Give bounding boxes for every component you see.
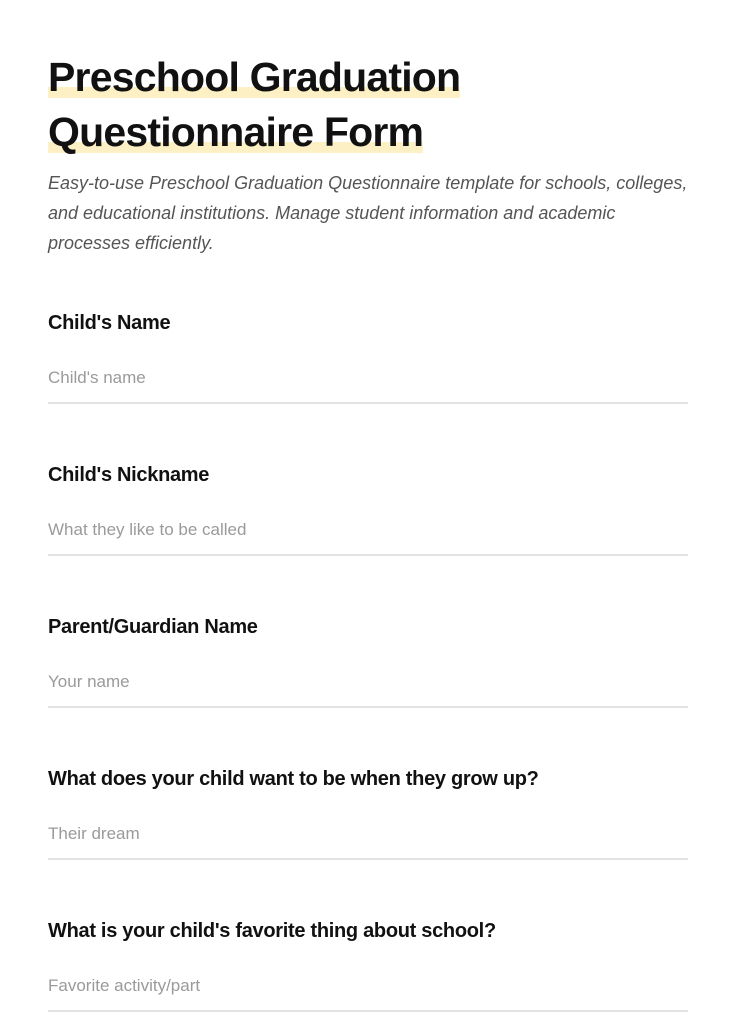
field-parent-name	[48, 612, 688, 708]
field-favorite-school	[48, 916, 688, 1012]
title-line-1: Preschool Graduation	[48, 54, 461, 100]
form-description: Easy-to-use Preschool Graduation Questionnaire template for schools, colleges, and educational institutions. Manage student information and academic processes efficiently.	[48, 173, 688, 253]
favorite-school-input[interactable]	[48, 976, 688, 1012]
child-name-input[interactable]	[48, 368, 688, 404]
parent-name-input[interactable]	[48, 672, 688, 708]
field-label: What does your child want to be when they grow up?	[48, 768, 539, 790]
field-dream	[48, 764, 688, 860]
page-title	[48, 50, 688, 160]
field-child-name	[48, 308, 688, 404]
field-label: Child's Nickname	[48, 464, 210, 486]
title-line-2: Questionnaire Form	[48, 109, 424, 155]
field-label: What is your child's favorite thing about school?	[48, 920, 496, 942]
dream-input[interactable]	[48, 824, 688, 860]
field-label: Child's Name	[48, 312, 171, 334]
field-label: Parent/Guardian Name	[48, 616, 258, 638]
field-child-nickname	[48, 460, 688, 556]
child-nickname-input[interactable]	[48, 520, 688, 556]
